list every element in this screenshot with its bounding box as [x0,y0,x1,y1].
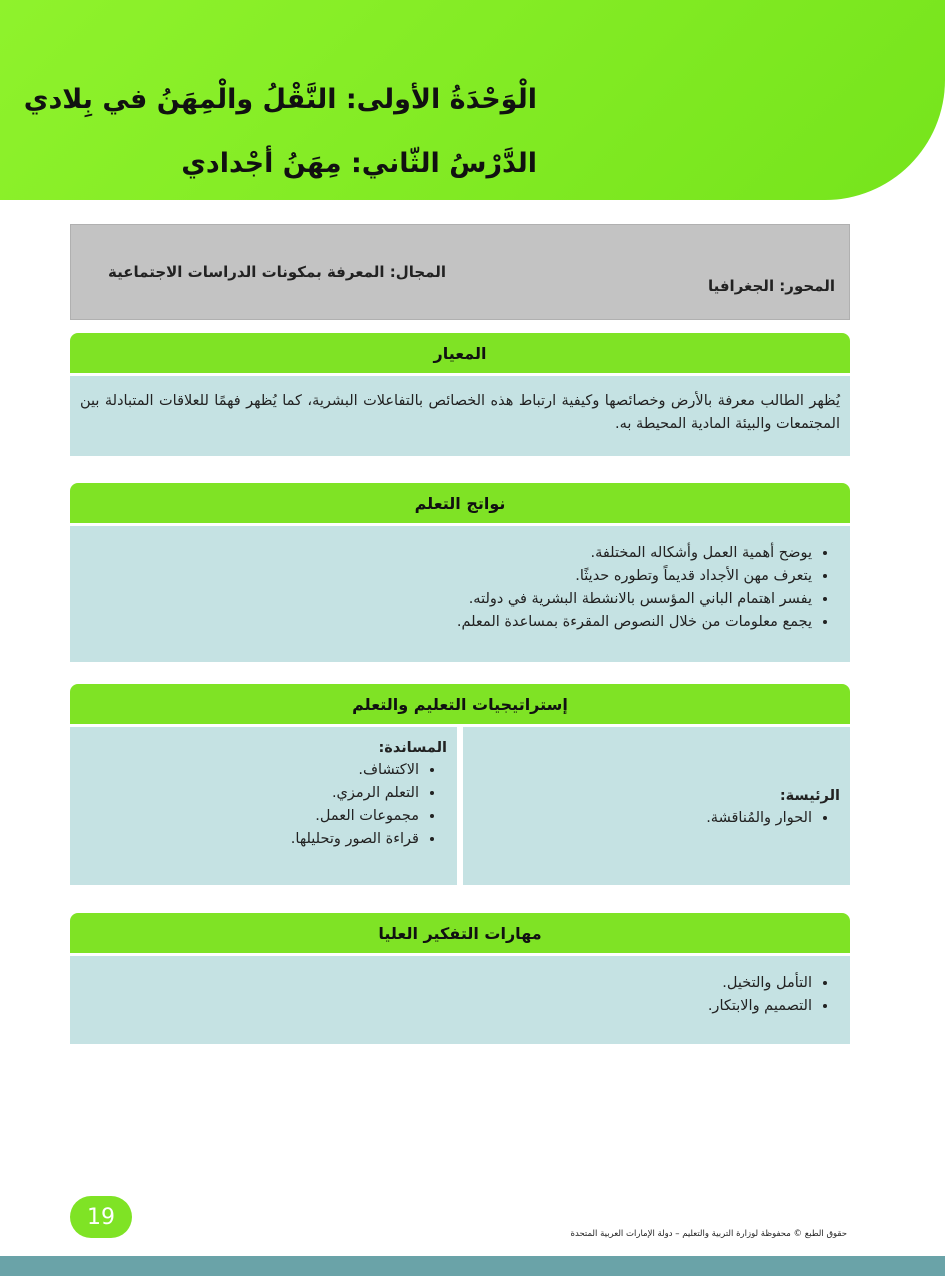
thinking-skills-title: مهارات التفكير العليا [70,913,850,956]
strategies-support-column [70,727,457,885]
list-item: • التعلم الرمزي. [80,782,419,805]
thinking-skills-body [70,956,850,1044]
strategies-section [70,684,850,885]
strategies-support-list [80,759,447,851]
standard-text: يُظهر الطالب معرفة بالأرض وخصائصها وكيفية ارتباط هذه الخصائص بالتفاعلات البشرية، كما يُظهر فهمًا للعلاقات المتبادلة بين المجتمعات والبيئة المادية المحيطة به. [70,376,850,456]
list-item: • يجمع معلومات من خلال النصوص المقرءة بمساعدة المعلم. [80,611,812,634]
unit-title: الْوَحْدَةُ الأولى: النَّقْلُ والْمِهَنُ في بِلادي [23,84,537,115]
outcomes-title: نواتج التعلم [70,483,850,526]
strategies-main-column [463,727,850,885]
domain-box [70,224,850,320]
strategies-main-list [473,807,840,830]
strategies-title: إستراتيجيات التعليم والتعلم [70,684,850,727]
domain-axis-label: المحور: الجغرافيا [707,277,835,295]
thinking-skills-section [70,913,850,1044]
strategies-body [70,727,850,885]
thinking-skills-list [80,972,840,1018]
strategies-main-title: الرئيسة: [779,787,840,804]
list-item: • التصميم والابتكار. [80,995,812,1018]
list-item: • التأمل والتخيل. [80,972,812,995]
outcomes-section [70,483,850,662]
list-item: • مجموعات العمل. [80,805,419,828]
standard-section [70,333,850,456]
footer-bar [0,1256,945,1276]
list-item: • قراءة الصور وتحليلها. [80,828,419,851]
lesson-title: الدَّرْسُ الثّاني: مِهَنُ أجْدادي [181,148,537,179]
outcomes-list-body [70,526,850,662]
domain-field-label: المجال: المعرفة بمكونات الدراسات الاجتماعية [108,263,446,281]
list-item: • يوضح أهمية العمل وأشكاله المختلفة. [80,542,812,565]
list-item: • يتعرف مهن الأجداد قديماً وتطوره حديثًا. [80,565,812,588]
standard-title: المعيار [70,333,850,376]
list-item: • الاكتشاف. [80,759,419,782]
list-item: • يفسر اهتمام الباني المؤسس بالانشطة البشرية في دولته. [80,588,812,611]
page-number: 19 [70,1196,132,1238]
list-item: • الحوار والمُناقشة. [473,807,812,830]
outcomes-list [80,542,840,634]
strategies-support-title: المساندة: [378,740,447,756]
copyright-text: حقوق الطبع © محفوظة لوزارة التربية والتعليم – دولة الإمارات العربية المتحدة [570,1229,847,1239]
